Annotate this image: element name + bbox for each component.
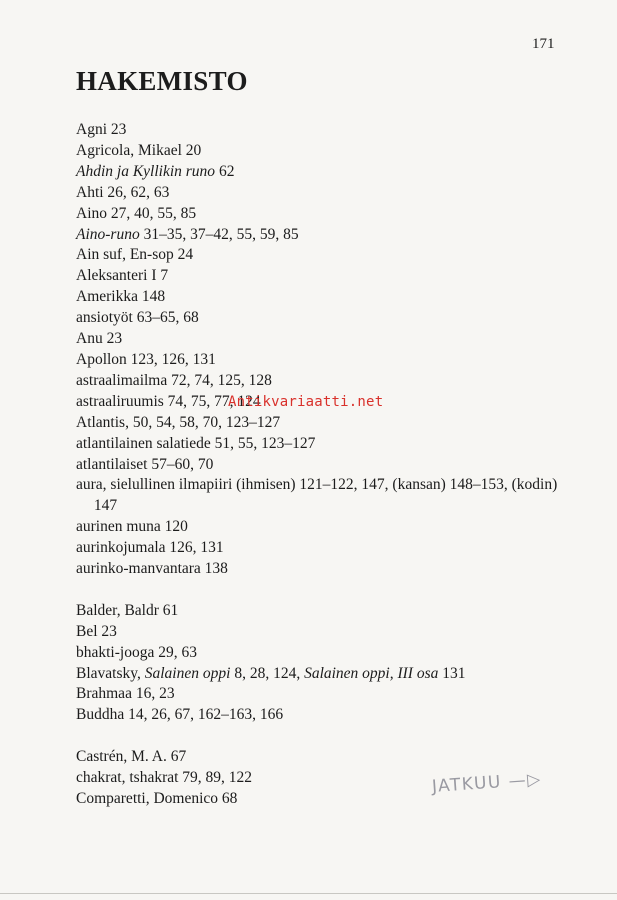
index-entry-text: 8, 28, 124, [230,664,305,682]
index-entry-text: Blavatsky, [76,664,145,682]
index-entry-title: Salainen oppi, III osa [304,664,439,682]
index-entry [76,475,576,517]
index-entry-text: Aino 27, 40, 55, 85 [76,204,197,222]
index-entry-text: Aleksanteri I 7 [76,267,169,285]
index-entry [76,622,576,643]
index-entry-title: Salainen oppi [144,664,231,682]
index-entry-text: Balder, Baldr 61 [76,601,179,619]
index-entry [76,455,576,476]
index-entry [76,517,576,538]
index-entry-text: Comparetti, Domenico 68 [76,789,238,807]
index-list [76,120,576,810]
index-entry [76,664,576,685]
index-entry-text: Anu 23 [76,330,123,348]
index-entry-text: 62 [215,162,235,180]
index-entry-text: chakrat, tshakrat 79, 89, 122 [76,769,253,787]
index-entry [76,538,576,559]
index-entry-text: aurinkojumala 126, 131 [76,539,224,557]
index-entry [76,308,576,329]
index-entry-text: Atlantis, 50, 54, 58, 70, 123–127 [76,413,281,431]
index-entry-text: 31–35, 37–42, 55, 59, 85 [139,225,299,243]
index-entry [76,183,576,204]
page-number: 171 [532,36,555,52]
index-entry [76,684,576,705]
index-entry [76,747,576,768]
index-entry [76,120,576,141]
index-entry [76,266,576,287]
handwritten-note: JATKUU —▷ [431,769,543,797]
index-entry-text: aurinen muna 120 [76,518,188,536]
index-entry-text: astraalimailma 72, 74, 125, 128 [76,371,272,389]
index-entry-text: atlantilaiset 57–60, 70 [76,455,214,473]
index-entry-text: ansiotyöt 63–65, 68 [76,309,199,327]
index-entry-text: Agricola, Mikael 20 [76,141,202,159]
index-entry-text: Brahmaa 16, 23 [76,685,175,703]
index-entry-text: Apollon 123, 126, 131 [76,350,216,368]
group-separator [76,580,576,601]
index-entry [76,559,576,580]
index-entry [76,413,576,434]
page-bottom-edge [0,893,617,894]
index-entry-text: Agni 23 [76,121,127,138]
index-entry-text: Ahti 26, 62, 63 [76,183,170,201]
index-entry [76,371,576,392]
index-entry-text: Buddha 14, 26, 67, 162–163, 166 [76,706,284,724]
index-entry-text: aura, sielullinen ilmapiiri (ihmisen) 121–122, 147, (kansan) 148–153, (kodin) 147 [76,476,558,515]
index-entry [76,245,576,266]
index-entry [76,705,576,726]
index-entry-text: Bel 23 [76,622,117,640]
index-entry [76,162,576,183]
index-entry-text: bhakti-jooga 29, 63 [76,643,197,661]
index-entry [76,141,576,162]
index-entry-text: Castrén, M. A. 67 [76,748,187,766]
index-entry-text: Ain suf, En-sop 24 [76,246,194,264]
index-entry [76,204,576,225]
index-entry-text: atlantilainen salatiede 51, 55, 123–127 [76,434,316,452]
index-entry-title: Aino-runo [76,225,140,243]
page-title: HAKEMISTO [76,66,248,96]
index-entry-text: 131 [438,664,466,682]
group-separator [76,726,576,747]
index-entry-title: Ahdin ja Kyllikin runo [76,162,216,180]
index-entry-text: Amerikka 148 [76,288,166,306]
index-entry [76,434,576,455]
index-entry [76,225,576,246]
index-entry [76,643,576,664]
index-entry-text: astraaliruumis 74, 75, 77, 124 [76,392,261,410]
watermark: Antikvariaatti.net [228,394,384,410]
index-entry-text: aurinko-manvantara 138 [76,560,228,578]
index-entry [76,287,576,308]
index-entry [76,329,576,350]
index-entry [76,601,576,622]
index-entry [76,350,576,371]
